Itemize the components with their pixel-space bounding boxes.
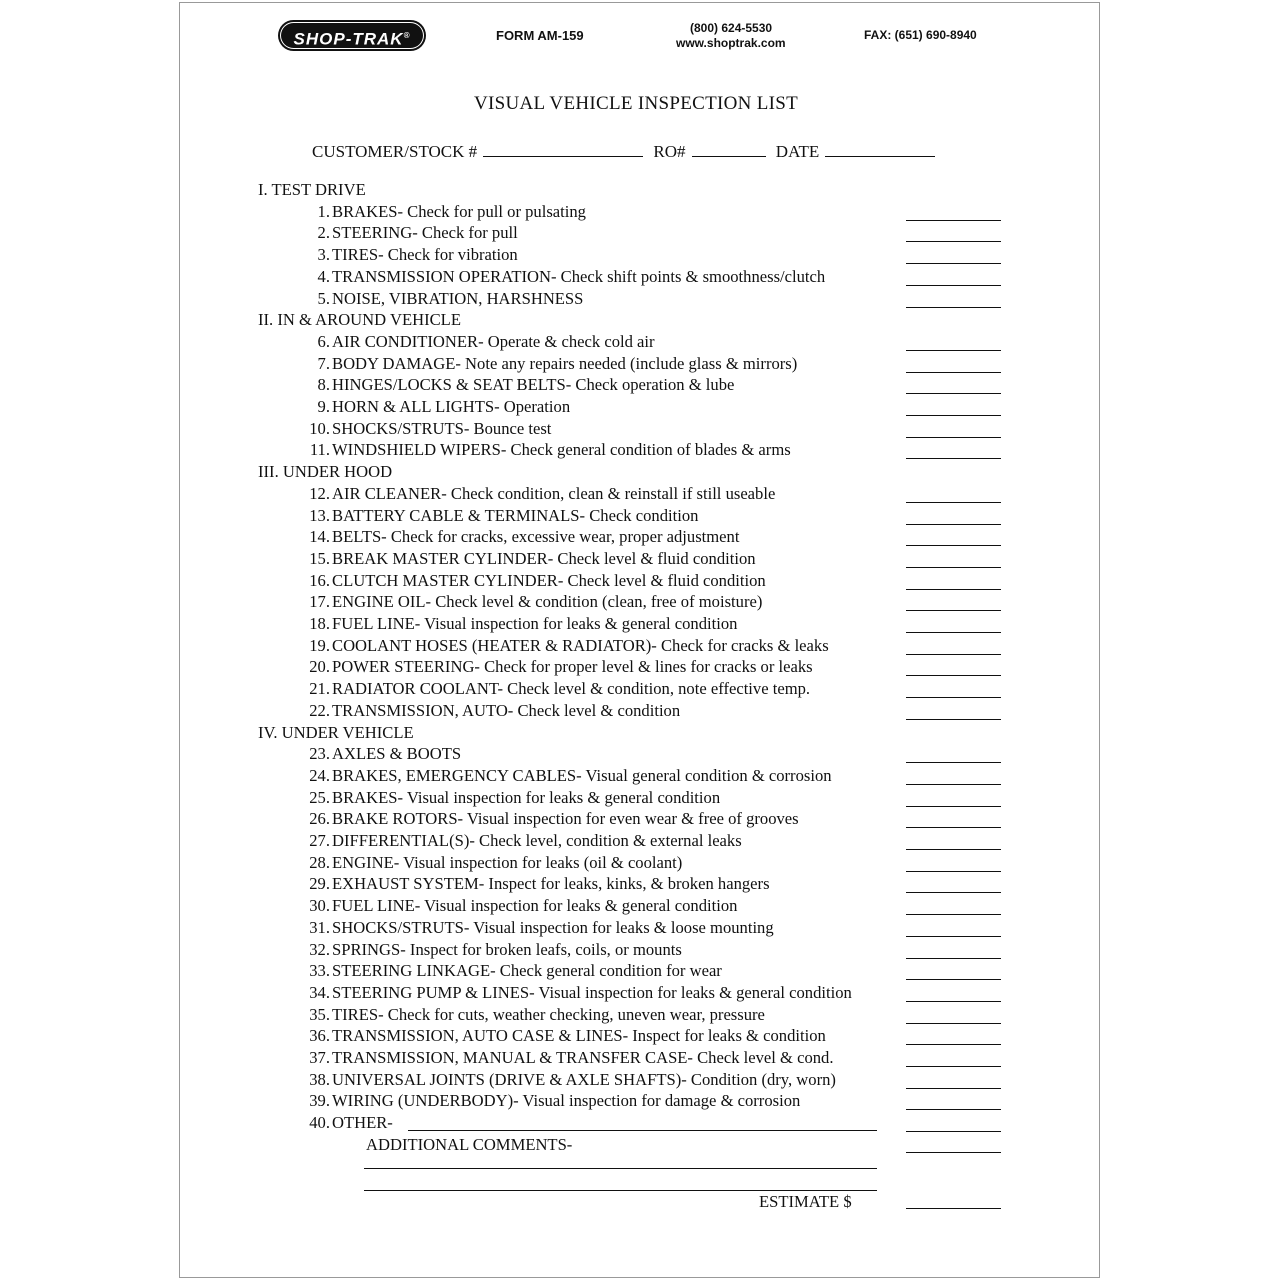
checklist-item — [300, 896, 737, 916]
item-text: HINGES/LOCKS & SEAT BELTS- Check operation & lube — [332, 375, 735, 395]
check-answer-line[interactable] — [906, 762, 1001, 763]
page-title: VISUAL VEHICLE INSPECTION LIST — [473, 93, 799, 114]
checklist-item — [300, 983, 852, 1003]
item-text: NOISE, VIBRATION, HARSHNESS — [332, 288, 584, 308]
comments-answer-line[interactable] — [906, 1152, 1001, 1153]
check-answer-line[interactable] — [906, 524, 1001, 525]
item-number: 1. — [317, 201, 330, 221]
checklist-item — [300, 853, 682, 873]
item-text: STEERING- Check for pull — [332, 223, 518, 243]
check-answer-line[interactable] — [906, 1001, 1001, 1002]
checklist-item — [300, 332, 655, 352]
item-number: 15. — [309, 548, 330, 568]
check-answer-line[interactable] — [906, 806, 1001, 807]
item-number: 11. — [309, 440, 330, 460]
checklist-item — [300, 1113, 393, 1133]
check-answer-line[interactable] — [906, 1088, 1001, 1089]
checklist-item — [300, 506, 698, 526]
section-heading: IV. UNDER VEHICLE — [258, 722, 414, 742]
ro-label: RO# — [653, 142, 686, 161]
checklist-item — [300, 657, 813, 677]
checklist-item — [300, 918, 774, 938]
check-answer-line[interactable] — [906, 979, 1001, 980]
checklist-item — [300, 679, 810, 699]
item-number: 38. — [309, 1069, 330, 1089]
date-field[interactable] — [825, 156, 935, 157]
item-number: 13. — [309, 505, 330, 525]
item-number: 35. — [309, 1004, 330, 1024]
checklist-item — [300, 289, 583, 309]
item-number: 24. — [309, 765, 330, 785]
check-answer-line[interactable] — [906, 545, 1001, 546]
check-answer-line[interactable] — [906, 719, 1001, 720]
item-number: 10. — [309, 418, 330, 438]
checklist-item — [300, 592, 762, 612]
checklist-item — [300, 961, 722, 981]
header-fields — [312, 142, 941, 162]
checklist-item — [300, 809, 799, 829]
check-answer-line[interactable] — [906, 415, 1001, 416]
check-answer-line[interactable] — [906, 871, 1001, 872]
checklist-item — [300, 874, 770, 894]
item-number: 21. — [309, 679, 330, 699]
check-answer-line[interactable] — [906, 458, 1001, 459]
phone-number: (800) 624-5530 — [690, 21, 773, 35]
check-answer-line[interactable] — [906, 654, 1001, 655]
checklist-item — [300, 527, 739, 547]
item-text: SHOCKS/STRUTS- Bounce test — [332, 418, 552, 438]
checklist-item — [300, 831, 742, 851]
check-answer-line[interactable] — [906, 372, 1001, 373]
check-answer-line[interactable] — [906, 892, 1001, 893]
website: www.shoptrak.com — [676, 36, 786, 50]
check-answer-line[interactable] — [906, 936, 1001, 937]
item-text: BRAKES- Check for pull or pulsating — [332, 201, 586, 221]
item-text: ENGINE OIL- Check level & condition (clean, free of moisture) — [332, 592, 763, 612]
check-answer-line[interactable] — [906, 1131, 1001, 1132]
checklist-item — [300, 614, 737, 634]
item-number: 17. — [309, 592, 330, 612]
checklist-item — [300, 245, 518, 265]
item-number: 2. — [317, 223, 330, 243]
estimate-field[interactable] — [906, 1208, 1001, 1209]
checklist-item — [300, 636, 829, 656]
item-text: FUEL LINE- Visual inspection for leaks & general condition — [332, 896, 738, 916]
item-number: 22. — [309, 700, 330, 720]
item-number: 9. — [317, 397, 330, 416]
item-text: BRAKES- Visual inspection for leaks & general condition — [332, 787, 721, 807]
check-answer-line[interactable] — [906, 675, 1001, 676]
check-answer-line[interactable] — [906, 307, 1001, 308]
checklist-item — [300, 397, 570, 417]
check-answer-line[interactable] — [906, 914, 1001, 915]
item-number: 30. — [309, 896, 330, 916]
check-answer-line[interactable] — [906, 241, 1001, 242]
item-text: HORN & ALL LIGHTS- Operation — [332, 397, 571, 416]
item-number: 37. — [309, 1048, 330, 1067]
item-number: 32. — [309, 939, 330, 959]
item-text: DIFFERENTIAL(S)- Check level, condition & external leaks — [332, 831, 742, 850]
checklist-item — [300, 267, 825, 287]
item-number: 31. — [309, 917, 330, 937]
item-number: 20. — [309, 657, 330, 677]
checklist-item — [300, 571, 766, 591]
checklist-item — [300, 788, 720, 808]
item-text: WINDSHIELD WIPERS- Check general condition of blades & arms — [332, 440, 791, 460]
item-number: 27. — [309, 831, 330, 850]
item-number: 34. — [309, 982, 330, 1002]
item-number: 8. — [317, 375, 330, 395]
check-answer-line[interactable] — [906, 350, 1001, 351]
item-text: WIRING (UNDERBODY)- Visual inspection for damage & corrosion — [332, 1091, 801, 1111]
date-label: DATE — [775, 142, 820, 161]
item-text: SPRINGS- Inspect for broken leafs, coils, or mounts — [332, 939, 682, 959]
other-line[interactable] — [408, 1130, 877, 1131]
estimate-label: ESTIMATE $ — [759, 1192, 852, 1211]
item-text: BREAK MASTER CYLINDER- Check level & fluid condition — [332, 548, 756, 568]
fax-number: FAX: (651) 690-8940 — [864, 28, 977, 42]
check-answer-line[interactable] — [906, 589, 1001, 590]
section-heading: III. UNDER HOOD — [258, 462, 393, 482]
shop-trak-logo — [280, 22, 424, 49]
section-heading: II. IN & AROUND VEHICLE — [258, 310, 461, 330]
item-text: BATTERY CABLE & TERMINALS- Check condition — [332, 505, 699, 525]
item-text: TRANSMISSION, AUTO- Check level & condition — [332, 700, 681, 720]
item-number: 26. — [309, 809, 330, 829]
item-text: RADIATOR COOLANT- Check level & condition, note effective temp. — [332, 679, 811, 699]
item-text: BRAKES, EMERGENCY CABLES- Visual general condition & corrosion — [332, 765, 832, 785]
item-number: 7. — [317, 353, 330, 373]
item-number: 12. — [309, 483, 330, 503]
checklist-item — [300, 940, 682, 960]
item-text: TRANSMISSION, AUTO CASE & LINES- Inspect for leaks & condition — [332, 1026, 826, 1046]
item-number: 33. — [309, 961, 330, 981]
check-answer-line[interactable] — [906, 220, 1001, 221]
item-number: 25. — [309, 787, 330, 807]
logo-text: SHOP-TRAK — [293, 29, 404, 49]
item-text: TIRES- Check for cuts, weather checking, uneven wear, pressure — [332, 1004, 765, 1024]
checklist-item — [300, 375, 734, 395]
item-text: AXLES & BOOTS — [332, 744, 462, 764]
comments-line[interactable] — [364, 1190, 877, 1191]
check-answer-line[interactable] — [906, 632, 1001, 633]
check-answer-line[interactable] — [906, 502, 1001, 503]
item-text: FUEL LINE- Visual inspection for leaks & general condition — [332, 614, 738, 633]
item-text: ENGINE- Visual inspection for leaks (oil & coolant) — [332, 852, 683, 872]
check-answer-line[interactable] — [906, 1044, 1001, 1045]
check-answer-line[interactable] — [906, 567, 1001, 568]
check-answer-line[interactable] — [906, 285, 1001, 286]
checklist-item — [300, 744, 461, 764]
item-text: TIRES- Check for vibration — [332, 245, 518, 265]
customer-field[interactable] — [483, 156, 643, 157]
item-number: 6. — [317, 331, 330, 351]
item-number: 39. — [309, 1091, 330, 1111]
check-answer-line[interactable] — [906, 958, 1001, 959]
item-number: 14. — [309, 527, 330, 547]
comments-line[interactable] — [364, 1168, 877, 1169]
check-answer-line[interactable] — [906, 697, 1001, 698]
section-heading: I. TEST DRIVE — [258, 180, 366, 199]
checklist-item — [300, 1048, 834, 1068]
check-answer-line[interactable] — [906, 1066, 1001, 1067]
check-answer-line[interactable] — [906, 784, 1001, 785]
item-number: 3. — [317, 245, 330, 265]
checklist-item — [300, 440, 791, 460]
item-text: STEERING PUMP & LINES- Visual inspection for leaks & general condition — [332, 982, 852, 1002]
checklist-item — [300, 419, 551, 439]
check-answer-line[interactable] — [906, 1109, 1001, 1110]
item-text: TRANSMISSION, MANUAL & TRANSFER CASE- Check level & cond. — [332, 1048, 834, 1067]
item-text: BRAKE ROTORS- Visual inspection for even wear & free of grooves — [332, 809, 799, 829]
check-answer-line[interactable] — [906, 437, 1001, 438]
checklist-item — [300, 1091, 800, 1111]
ro-field[interactable] — [692, 156, 766, 157]
customer-label: CUSTOMER/STOCK # — [312, 142, 478, 161]
item-text: AIR CLEANER- Check condition, clean & reinstall if still useable — [332, 483, 776, 503]
item-number: 16. — [309, 570, 330, 590]
item-text: AIR CONDITIONER- Operate & check cold air — [332, 331, 655, 351]
item-number: 5. — [317, 288, 330, 308]
check-answer-line[interactable] — [906, 393, 1001, 394]
item-text: BODY DAMAGE- Note any repairs needed (include glass & mirrors) — [332, 353, 798, 373]
checklist-item — [300, 701, 680, 721]
item-text: OTHER- — [332, 1113, 393, 1133]
check-answer-line[interactable] — [906, 849, 1001, 850]
item-text: EXHAUST SYSTEM- Inspect for leaks, kinks, & broken hangers — [332, 874, 770, 894]
item-number: 23. — [309, 744, 330, 764]
checklist-item — [300, 549, 756, 569]
registered-mark: ® — [403, 31, 411, 40]
checklist-item — [300, 354, 797, 374]
checklist-item — [300, 202, 586, 222]
item-text: COOLANT HOSES (HEATER & RADIATOR)- Check for cracks & leaks — [332, 635, 829, 655]
item-number: 36. — [309, 1026, 330, 1046]
item-number: 18. — [309, 614, 330, 633]
item-text: CLUTCH MASTER CYLINDER- Check level & fluid condition — [332, 570, 766, 590]
checklist-item — [300, 223, 518, 243]
item-number: 40. — [309, 1113, 330, 1133]
item-text: UNIVERSAL JOINTS (DRIVE & AXLE SHAFTS)- Condition (dry, worn) — [332, 1069, 836, 1089]
check-answer-line[interactable] — [906, 827, 1001, 828]
checklist-item — [300, 766, 832, 786]
checklist-item — [300, 1005, 765, 1025]
check-answer-line[interactable] — [906, 610, 1001, 611]
item-number: 19. — [309, 635, 330, 655]
item-text: POWER STEERING- Check for proper level & lines for cracks or leaks — [332, 657, 813, 677]
form-number: FORM AM-159 — [496, 28, 584, 43]
item-number: 4. — [317, 266, 330, 286]
item-text: BELTS- Check for cracks, excessive wear, proper adjustment — [332, 527, 740, 547]
item-text: SHOCKS/STRUTS- Visual inspection for leaks & loose mounting — [332, 917, 774, 937]
checklist-item — [300, 1026, 826, 1046]
comments-label: ADDITIONAL COMMENTS- — [366, 1135, 573, 1154]
check-answer-line[interactable] — [906, 1023, 1001, 1024]
item-text: STEERING LINKAGE- Check general condition for wear — [332, 961, 722, 981]
checklist-item — [300, 484, 775, 504]
checklist-item — [300, 1070, 836, 1090]
item-text: TRANSMISSION OPERATION- Check shift points & smoothness/clutch — [332, 266, 826, 286]
item-number: 28. — [309, 852, 330, 872]
check-answer-line[interactable] — [906, 263, 1001, 264]
item-number: 29. — [309, 874, 330, 894]
